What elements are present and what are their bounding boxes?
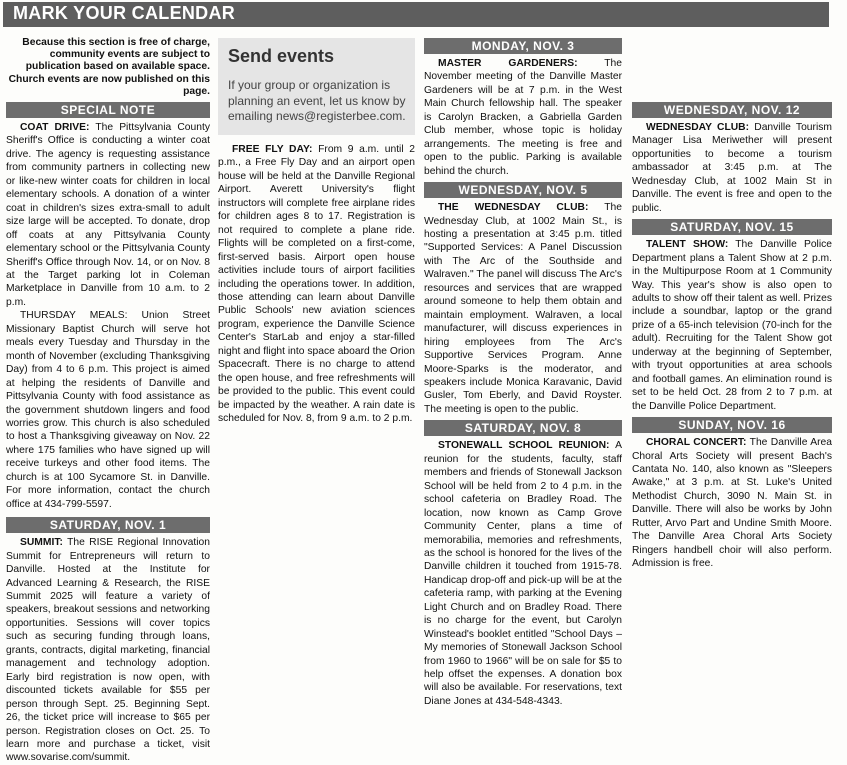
item-wednesday-club-tourism: [632, 121, 832, 215]
header-sunday-nov-16: SUNDAY, NOV. 16: [632, 417, 832, 433]
item-text: A reunion for the students, faculty, staff members and friends of Stonewall Jackson School will be held from 2 to 4 p.m. in the school cafeteria on Bradley Road. The location, now known as Camp Grove Community Center, plans a time of memorabilia, memories and refreshments, as the school is honored for the lives of the Danville children it touched from 1915-78. Handicap drop-off and pick-up will be at the cafeteria ramp, with parking at the Evening Light Church and on Bradley Road. There is no charge for the event, but Carolyn Winstead's booklet entitled "School Days – My memories of Stonewall Jackson School from 1960 to 1966" will be on sale for $5 to help offset the expenses. A donation box will also be available. For reservations, text Diane Jones at 434-548-4343.: [424, 440, 622, 707]
item-coat-drive: [6, 121, 210, 309]
header-wednesday-nov-5: WEDNESDAY, NOV. 5: [424, 182, 622, 198]
item-title: THURSDAY MEALS:: [20, 310, 128, 322]
item-choral-concert: [632, 436, 832, 571]
column-3: [424, 37, 622, 708]
item-free-fly-day: [218, 143, 415, 426]
item-talent-show: [632, 238, 832, 413]
header-monday-nov-3: MONDAY, NOV. 3: [424, 38, 622, 54]
item-text: The Wednesday Club, at 1002 Main St., is hosting a presentation at 3:45 p.m. titled "Supported Services: A Panel Discussion with The Arc of the Southside and Walraven." The panel will discuss The Arc's resources and services that are wrapped around someone to help them obtain and maintain employment. Walraven, a local manufacturer, will discuss experiences in hiring employees from The Arc's Supportive Services Program. Anne Moore-Sparks is the moderator, and speakers include Monica Karavanic, David Gusler, Tom Eberly, and David Royster. The meeting is open to the public.: [424, 202, 622, 415]
item-text: The Danville Police Department plans a Talent Show at 2 p.m. in the Multipurpose Room at 1 Community Way. This year's show is also open to adults to show off their talent as well. Prizes include a soundbar, laptop or the grand prize of a 65-inch television (70-inch for the adult). Recruiting for the Talent Show got underway at the beginning of September, with tryout opportunities at area schools and football games. An elimination round is set to be held Oct. 28 from 2 to 7 p.m. at the Danville Police Department.: [632, 239, 832, 412]
masthead-title: MARK YOUR CALENDAR: [13, 3, 236, 23]
item-title: SUMMIT:: [20, 537, 63, 549]
item-thursday-meals: [6, 309, 210, 511]
item-text: The Danville Area Choral Arts Society will present Bach's Cantata No. 140, also known as "Sleepers Awake," at 3 p.m. at St. Luke's United Methodist Church, 3090 N. Main St. in Danville. There will also be works by John Rutter, Arvo Part and Undine Smith Moore. The Danville Area Choral Arts Society Ringers handbell choir will also perform. Admission is free.: [632, 437, 832, 570]
header-wednesday-nov-12: WEDNESDAY, NOV. 12: [632, 102, 832, 118]
header-saturday-nov-8: SATURDAY, NOV. 8: [424, 420, 622, 436]
item-summit: [6, 536, 210, 765]
item-title: THE WEDNESDAY CLUB:: [438, 202, 589, 214]
item-title: FREE FLY DAY:: [232, 144, 313, 155]
header-saturday-nov-15: SATURDAY, NOV. 15: [632, 219, 832, 235]
send-events-title: Send events: [228, 46, 335, 66]
item-master-gardeners: [424, 57, 622, 178]
column-4: [632, 98, 832, 571]
item-title: MASTER GARDENERS:: [438, 58, 578, 69]
send-events-box: [218, 38, 415, 135]
item-wednesday-club: [424, 201, 622, 416]
send-events-body: If your group or organization is planning an event, let us know by emailing news@registerbee.com.: [228, 78, 406, 123]
column-2: [218, 38, 415, 426]
item-text: The RISE Regional Innovation Summit for Entrepreneurs will return to Danville. Hosted at the Institute for Advanced Learning & Research, the RISE Summit 2025 will feature a variety of speakers, breakout sessions and networking opportunities. Sessions will cover topics such as securing funding through loans, grants, contracts, digital marketing, financial management and technology adoption. Early bird registration is now open, with discounted tickets available for $55 per person through Sept. 25. Beginning Sept. 26, the ticket price will increase to $65 per person. Registration closes on Oct. 25. To learn more and purchase a ticket, visit www.sovarise.com/summit.: [6, 537, 210, 764]
item-text: Danville Tourism Manager Lisa Meriwether will present opportunities to become a tourism ambassador at 3:45 p.m. at The Wednesday Club, at 1002 Main St in Danville. The event is free and open to the public.: [632, 122, 832, 214]
item-stonewall-reunion: [424, 439, 622, 708]
item-title: COAT DRIVE:: [20, 122, 90, 134]
masthead-bar: [3, 2, 829, 27]
header-saturday-nov-1: SATURDAY, NOV. 1: [6, 517, 210, 533]
item-title: CHORAL CONCERT:: [646, 437, 747, 449]
item-title: TALENT SHOW:: [646, 239, 729, 251]
item-text: From 9 a.m. until 2 p.m., a Free Fly Day and an airport open house will be held at the Danville Regional Airport. Averett University's flight instructors will complete free airplane rides for children ages 8 to 17. Registration is not required to complete a plane ride. Flights will be completed on a first-come, first-served basis. Airport open house activities include tours of airport facilities including the operations tower. In addition, those attending can learn about Danville Public Schools' new aviation sciences program, experience the Danville Science Center's StarLab and enjoy a star-filled night and flight into space aboard the Orion Spacecraft. There is no charge to attend the open house, and free refreshments will be provided to the public. This event could be impacted by the weather. A rain date is scheduled for Nov. 8, from 9 a.m. to 2 p.m.: [218, 144, 415, 425]
item-text: The November meeting of the Danville Master Gardeners will be at 7 p.m. in the West Main Church fellowship hall. The speaker is Carolyn Bracken, a Gabriella Garden Club member, whose topic is holiday arrangements. The meeting is free and open to the public. Parking is available behind the church.: [424, 58, 622, 177]
item-title: STONEWALL SCHOOL REUNION:: [438, 440, 610, 452]
header-special-note: SPECIAL NOTE: [6, 102, 210, 118]
item-text: The Pittsylvania County Sheriff's Office is conducting a winter coat drive. The agency is requesting assistance from community partners in collecting new or like-new winter coats for children in local elementary schools. A donation of a winter coat in children's sizes extra-small to adult size large will be accepted. To donate, drop off coats at any Pittsylvania County elementary school or the Pittsylvania County Sheriff's Office through Nov. 14, or on Nov. 8 at the Target parking lot in Coleman Marketplace in Danville from 10 a.m. to 2 p.m.: [6, 122, 210, 308]
intro-note: Because this section is free of charge, community events are subject to publication based on available space. Church events are now published on this page.: [8, 37, 210, 97]
item-title: WEDNESDAY CLUB:: [646, 122, 750, 133]
item-text: Union Street Missionary Baptist Church will serve hot meals every Tuesday and Thursday in the month of November (excluding Thanksgiving Day) from 4 to 6 p.m. This project is aimed at helping the residents of Danville and Pittsylvania County with food assistance as the government shutdown lingers and food worries grow. This church is also scheduled to host a Thanksgiving giveaway on Nov. 22 where 175 families who have signed up will receive turkeys and other food items. The church is at 100 Sycamore St. in Danville. For more information, contact the church office at 434-799-5597.: [6, 310, 210, 510]
column-1: [6, 37, 210, 765]
